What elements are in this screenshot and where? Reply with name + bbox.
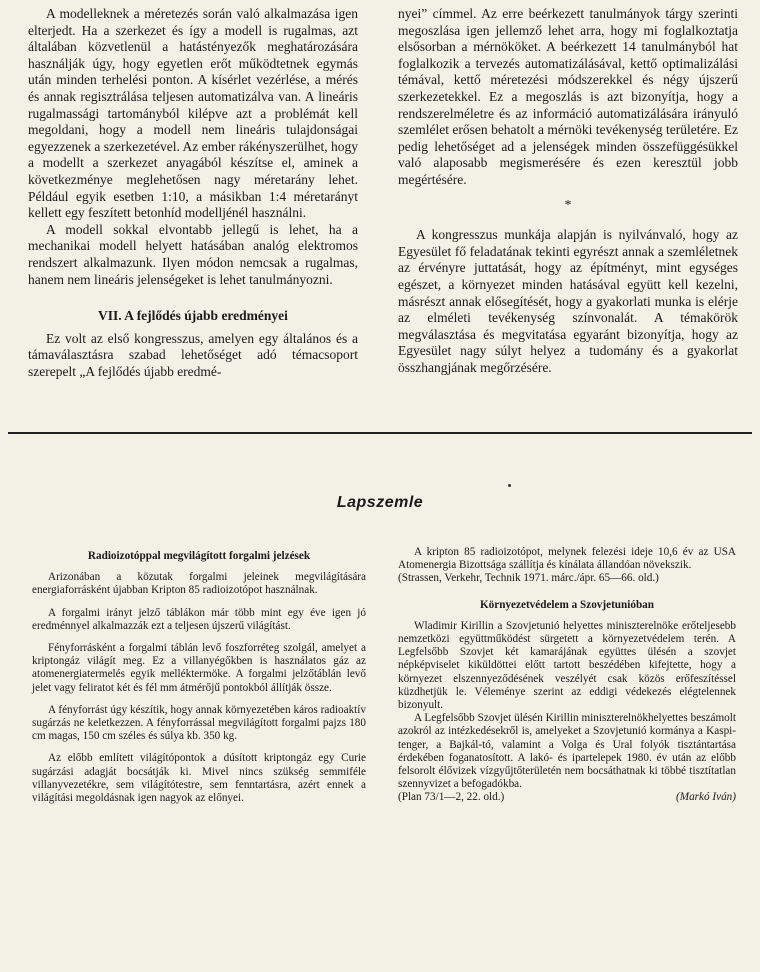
bottom-left-column — [32, 546, 366, 805]
paragraph: A modell sokkal elvontabb jellegű is lehet, ha a mechanikai modell helyett hatásában analóg elektromos rendszert alkalmazunk. Ilyen módon nemcsak a rugalmas, hanem nem lineáris jelenségeket is lehet tanulmányozni. — [28, 221, 358, 287]
section-heading: VII. A fejlődés újabb eredményei — [98, 308, 288, 324]
paragraph: Wladimir Kirillin a Szovjetunió helyettes miniszterelnöke erőteljesebb nemzetközi együttműködést sürgetett a környezetvédelem terén. A Legfelsőbb Szovjet két kamarájának együttes ülésén a szovjet népképviselet kiküldöttei előtt tartott beszédében kifejtette, hogy a környezet elszennyeződésének veszélyét csak közös erőfeszítéssel küzdhetjük le. Véleménye szerint az eddigi védekezés elégtelennek bizonyult. — [398, 619, 736, 712]
paragraph: A fényforrást úgy készítik, hogy annak környezetében káros radioaktív sugárzás ne keletkezzen. A fényforrással megvilágított forgalmi pajzs 180 cm magas, 150 cm széles és súlya kb. 350 kg. — [32, 703, 366, 743]
top-right-column — [398, 6, 738, 376]
section-masthead: Lapszemle — [336, 494, 424, 511]
section-separator-asterisk: * — [564, 196, 572, 212]
author-signature: (Markó Iván) — [676, 791, 736, 804]
paragraph: Az előbb említett világítópontok a dúsított kriptongáz egy Curie sugárzási adagját bocsátják ki. Mivel nincs szükség semmiféle villanyvezetékre, sem világítótestre, sem fenntartásra, azért ennek a világítási megoldásnak igen nagyok az előnyei. — [32, 752, 366, 805]
paragraph: A Legfelsőbb Szovjet ülésén Kirillin miniszterelnökhelyettes beszámolt azokról az intézkedésekről is, amelyeket a Szovjetunió kormánya a Kaspi-tenger, a Bajkál-tó, valamint a Volga és Ural folyók tisztántartása érdekében foganatosított. A lakó- és ipartelepek 1980. év után az előbb felsorolt élővizek vízgyűjtőterületén nem bocsáthatnak ki többé tisztítatlan szennyvizet a befogadókba. — [398, 712, 736, 791]
paragraph: Fényforrásként a forgalmi táblán levő foszforréteg szolgál, amelyet a kriptongáz világít meg. Ez a villanyégőkben is használatos gáz az atomenergiatermelés egyik melléktermöke. A forgalmi jelzőtáblán levő jelet vagy feliratot két és fél mm átmérőjű pontokból állítják össze. — [32, 642, 366, 694]
paragraph: A forgalmi irányt jelző táblákon már több mint egy éve igen jó eredménnyel alkalmazzák ezt a teljesen újszerű világítást. — [32, 606, 366, 632]
horizontal-divider — [8, 432, 752, 434]
paragraph: A kripton 85 radioizotópot, melynek felezési ideje 10,6 év az USA Atomenergia Bizottsága szállítja és kínálata állandóan növekszik. — [398, 546, 736, 572]
paragraph: A modelleknek a méretezés során való alkalmazása igen elterjedt. Ha a szerkezet és így a modell is rugalmas, azt általában közvetlenül a hatástényezők meghatározására használják úgy, hogy egyetlen erőt működtetnek egymás után minden terhelési ponton. A kísérlet vezérlése, a mérés és annak regisztrálása teljesen automatizálva van. A lineáris rugalmassági tartományból kilépve azt a problémát kell megoldani, hogy a modell nem lineáris tulajdonságai egyezzenek a szerkezetével. Az ember rákényszerülhet, hogy a modellt a szerkezet anyagából készítse el, aminek a következménye meglehetősen nagy méretarány lehet. Például egyik esetben 1:10, a másikban 1:4 méretarányt kellett egy feszített betonhíd modelljénél használni. — [28, 6, 358, 221]
bottom-right-column — [398, 546, 736, 805]
article-title: Környezetvédelem a Szovjetunióban — [479, 598, 654, 611]
print-speck — [508, 484, 511, 487]
source-reference: (Plan 73/1—2, 22. old.) — [398, 791, 505, 804]
article-title: Radioizotóppal megvilágított forgalmi jelzések — [87, 550, 311, 562]
paragraph: Ez volt az első kongresszus, amelyen egy általános és a támaválasztásra szabad lehetőséget adó témacsoport szerepelt „A fejlődés újabb eredmé- — [28, 330, 358, 379]
top-left-column — [28, 6, 358, 380]
source-reference: (Strassen, Verkehr, Technik 1971. márc./ápr. 65—66. old.) — [398, 572, 659, 585]
paragraph: nyei” címmel. Az erre beérkezett tanulmányok tárgy szerinti megoszlása igen jellemző lehet arra, hogy mi foglalkoztatja elsősorban a mérnököket. A beérkezett 14 tanulmányból hat foglalkozik a tervezés automatizálásával, kettő optimalizálási témával, kettő méretezési módszerekkel és négy újszerű szerkezetekkel. Ez a megoszlás is azt bizonyítja, hogy a rendszerelméletre és az információ automatizálására irányuló szemlélet erősen behatolt a mérnöki tevékenység területére. Ez pedig lehetőséget ad a jelenségek minden összefüggésükkel való alaposabb megismerésére és ezen keresztül jobb megértésére. — [398, 6, 738, 187]
paragraph: A kongresszus munkája alapján is nyilvánvaló, hogy az Egyesület fő feladatának tekinti egyrészt annak a szemléletnek az érvényre juttatását, hogy az építményt, mint egységes egészet, a környezet minden hatásával együtt kell kezelni, másrészt annak elősegítését, hogy a gyakorlati munka is elérje az elméleti tevékenység színvonalát. A témakörök megválasztása és megvitatása egyaránt bizonyítja, hogy az Egyesület nagy súlyt helyez a tudomány és a gyakorlat összhangjának megőrzésére. — [398, 227, 738, 375]
reference-signature-row — [398, 791, 736, 804]
paragraph: Arizonában a közutak forgalmi jeleinek megvilágítására energiaforrásként újabban Kripton 85 radioizotópot használnak. — [32, 571, 366, 597]
